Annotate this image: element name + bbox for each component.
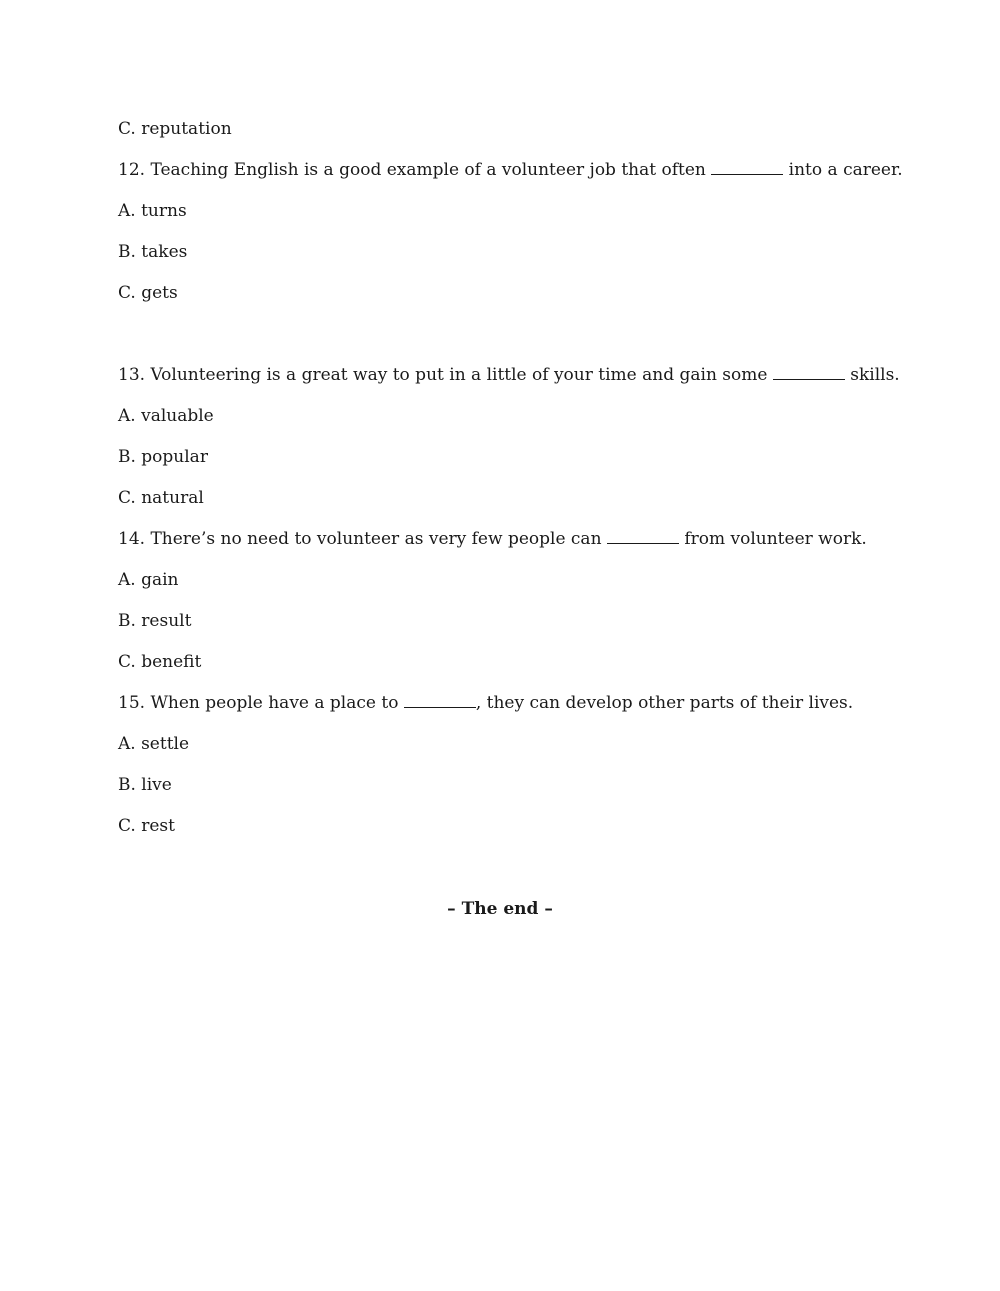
q15-option-b: B. live: [118, 775, 172, 795]
q14-option-a: A. gain: [118, 570, 179, 590]
q14-stem-before: 14. There’s no need to volunteer as very few people can: [118, 529, 607, 549]
q13-stem: [118, 364, 900, 386]
q13-option-c: C. natural: [118, 488, 204, 508]
q12-option-b: B. takes: [118, 242, 188, 262]
q15-stem-before: 15. When people have a place to: [118, 693, 404, 713]
q15-option-c: C. rest: [118, 816, 175, 836]
q14-option-b: B. result: [118, 611, 192, 631]
q12-blank: [711, 159, 783, 175]
q12-stem-before: 12. Teaching English is a good example of a volunteer job that often: [118, 160, 712, 180]
q13-stem-before: 13. Volunteering is a great way to put in a little of your time and gain some: [118, 365, 773, 385]
end-marker: – The end –: [447, 899, 553, 919]
q15-stem: [118, 692, 853, 714]
q13-stem-after: skills.: [844, 365, 900, 385]
q13-blank: [773, 364, 845, 380]
q14-stem-after: from volunteer work.: [678, 529, 867, 549]
q12-stem-after: into a career.: [783, 160, 903, 180]
q13-option-a: A. valuable: [118, 406, 214, 426]
q14-option-c: C. benefit: [118, 652, 202, 672]
q14-blank: [607, 528, 679, 544]
q11-option-c: C. reputation: [118, 119, 232, 139]
q13-option-b: B. popular: [118, 447, 208, 467]
q12-stem: [118, 159, 903, 181]
q12-option-a: A. turns: [118, 201, 187, 221]
q15-option-a: A. settle: [118, 734, 190, 754]
q15-stem-after: , they can develop other parts of their lives.: [475, 693, 854, 713]
q15-blank: [404, 692, 476, 708]
q12-option-c: C. gets: [118, 283, 178, 303]
q14-stem: [118, 528, 867, 550]
